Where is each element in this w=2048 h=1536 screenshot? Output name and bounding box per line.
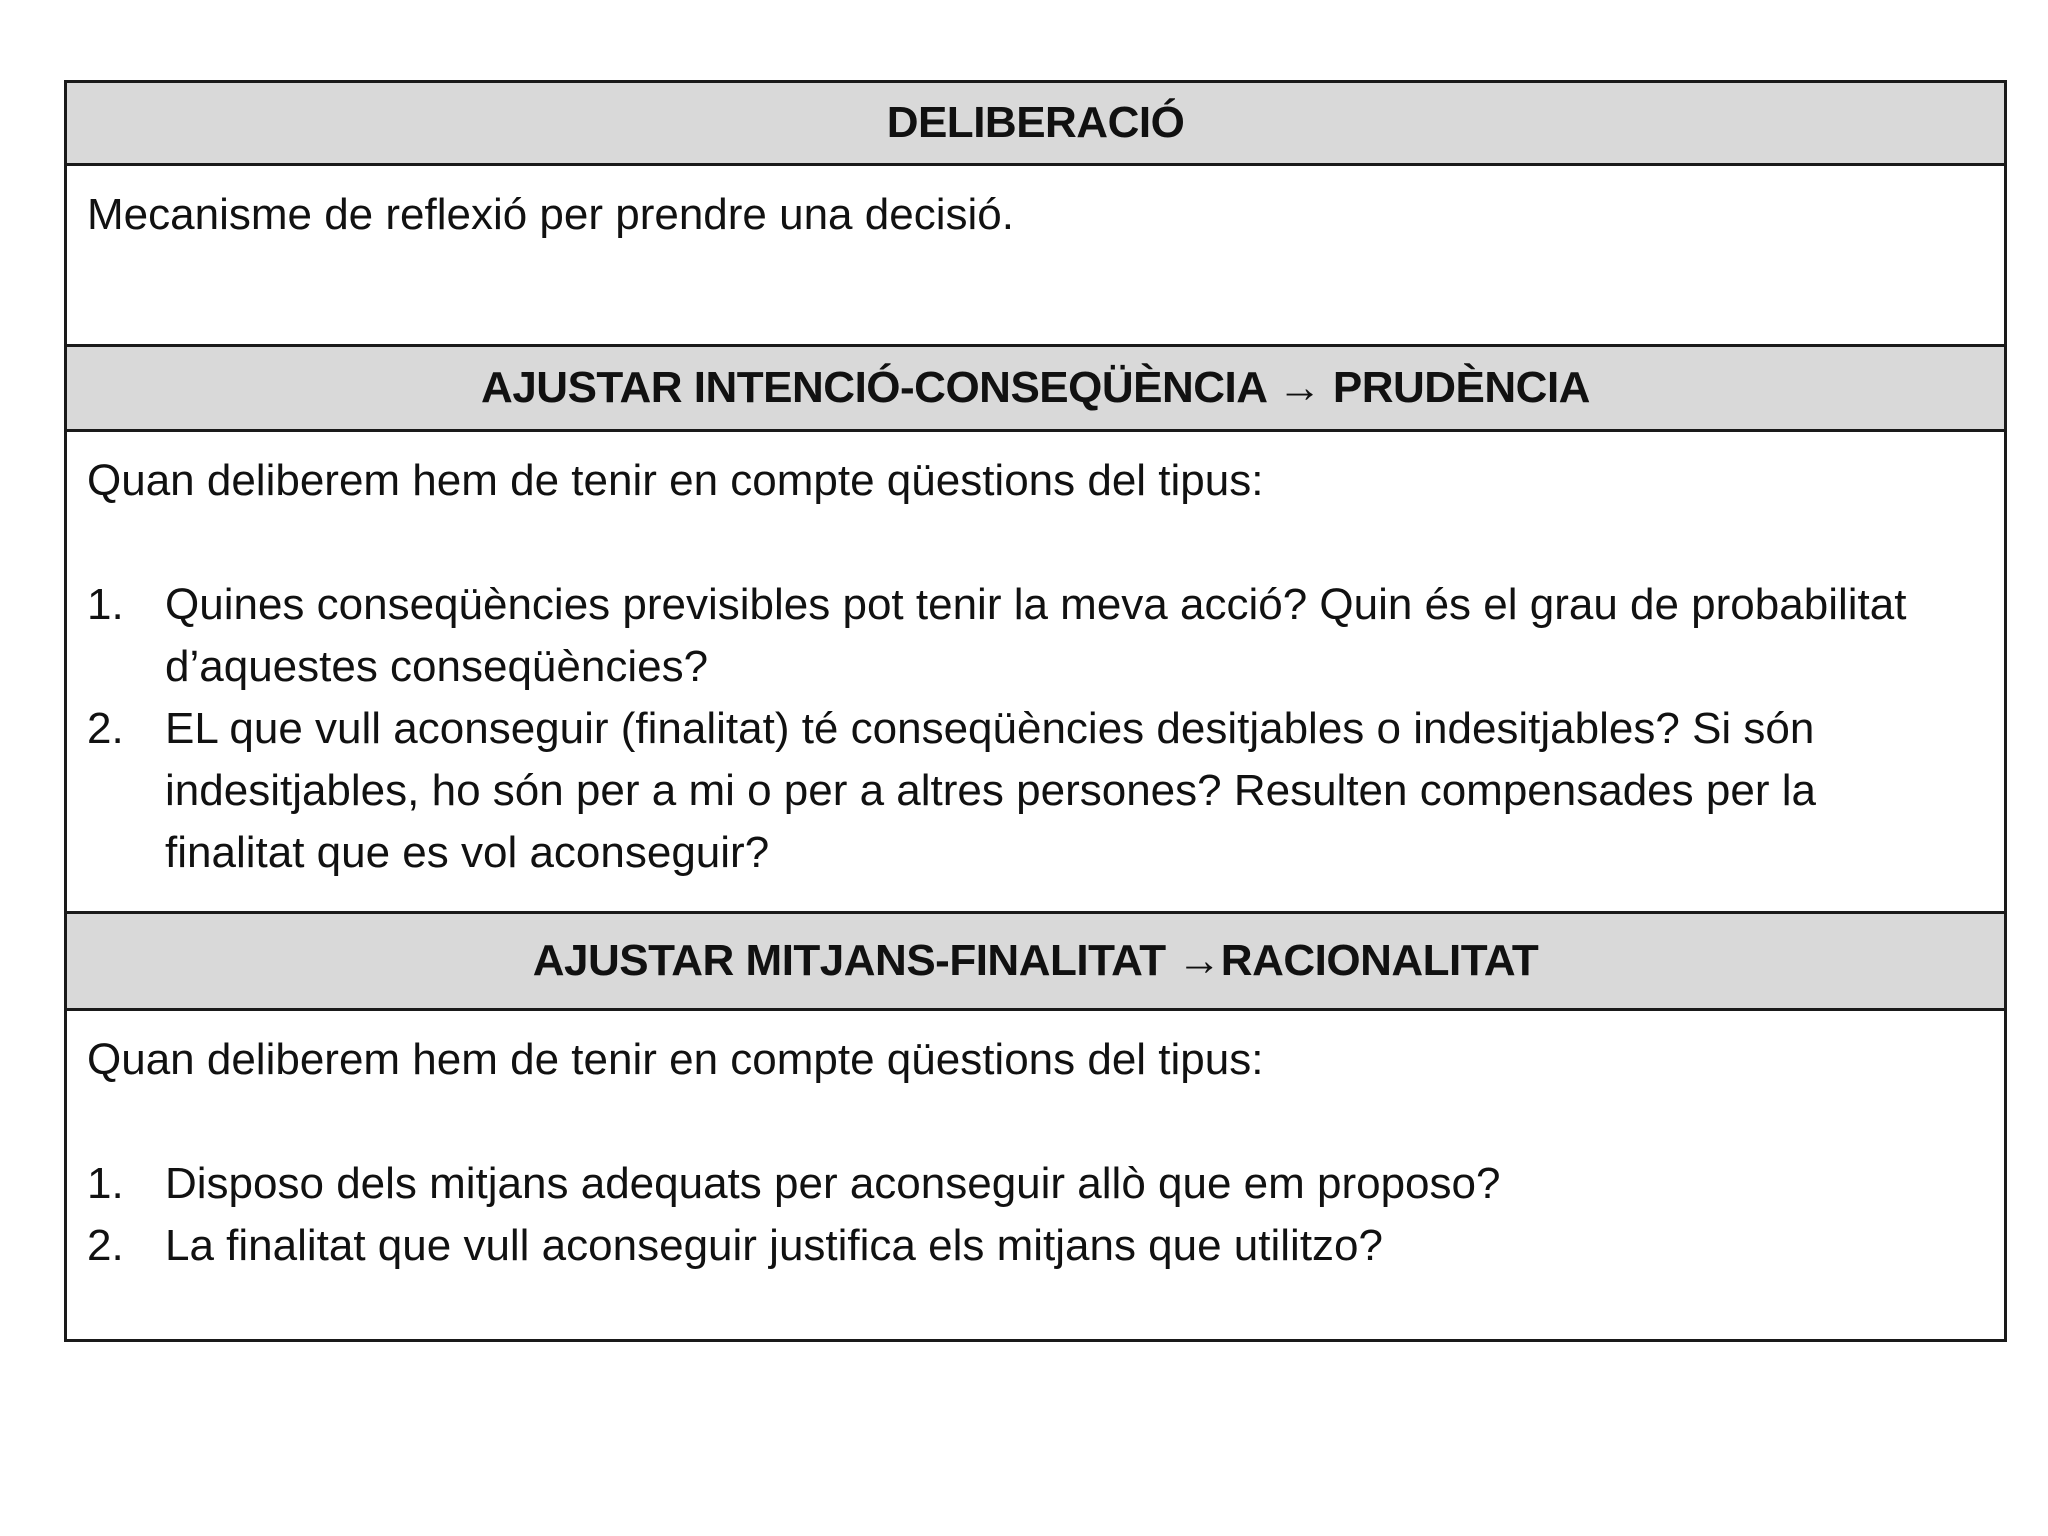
section-intro-text: Mecanisme de reflexió per prendre una decisió. <box>87 190 1014 239</box>
section-header-text: AJUSTAR MITJANS-FINALITAT →RACIONALITAT <box>532 936 1539 985</box>
section-header-racionalitat <box>67 914 2004 1011</box>
section-header-deliberacio <box>67 83 2004 166</box>
section-intro-text: Quan deliberem hem de tenir en compte qüestions del tipus: <box>87 456 1264 505</box>
question-list <box>87 1153 1984 1277</box>
list-item-text: Disposo dels mitjans adequats per aconseguir allò que em proposo? <box>165 1159 1501 1208</box>
list-item-number: 2. <box>87 704 124 753</box>
section-body-prudencia <box>67 432 2004 914</box>
section-intro-text: Quan deliberem hem de tenir en compte qüestions del tipus: <box>87 1035 1264 1084</box>
list-item-number: 2. <box>87 1221 124 1270</box>
list-item <box>87 698 1984 884</box>
section-header-text: AJUSTAR INTENCIÓ-CONSEQÜÈNCIA → PRUDÈNCIA <box>481 363 1590 412</box>
list-item <box>87 574 1984 698</box>
list-item-text: EL que vull aconseguir (finalitat) té conseqüències desitjables o indesitjables? Si són indesitjables, ho són per a mi o per a altres persones? Resulten compensades per la finalitat que es vol aconseguir? <box>165 704 1816 877</box>
list-item <box>87 1153 1984 1215</box>
list-item-number: 1. <box>87 1159 124 1208</box>
section-header-prudencia <box>67 347 2004 432</box>
list-item-text: La finalitat que vull aconseguir justifica els mitjans que utilitzo? <box>165 1221 1383 1270</box>
section-body-deliberacio <box>67 166 2004 347</box>
list-item <box>87 1215 1984 1277</box>
list-item-number: 1. <box>87 580 124 629</box>
section-header-text: DELIBERACIÓ <box>886 98 1185 147</box>
deliberation-table <box>64 80 2007 1342</box>
list-item-text: Quines conseqüències previsibles pot tenir la meva acció? Quin és el grau de probabilitat d’aquestes conseqüències? <box>165 580 1907 691</box>
question-list <box>87 574 1984 884</box>
section-body-racionalitat <box>67 1011 2004 1339</box>
